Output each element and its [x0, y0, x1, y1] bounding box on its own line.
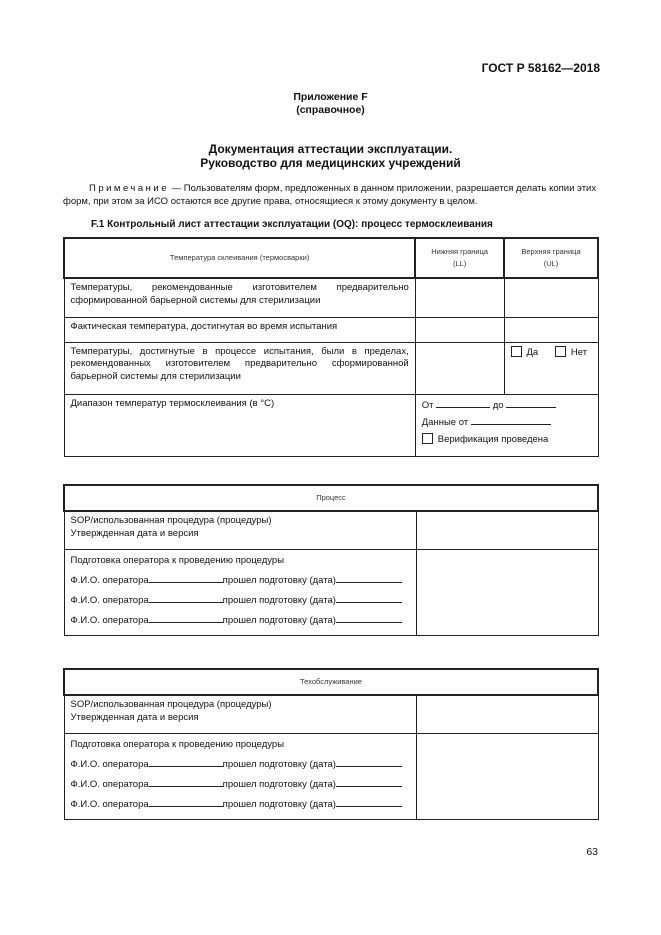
- training-label: Подготовка оператора к проведению процедуры: [70, 738, 285, 750]
- table-row: [64, 342, 598, 394]
- yes-no-cell: [504, 342, 598, 394]
- header-upper: [504, 238, 598, 278]
- document-title-line2: Руководство для медицинских учреждений: [200, 156, 461, 170]
- operator-field[interactable]: [149, 797, 223, 807]
- document-title: [0, 142, 661, 170]
- process-header: Процесс: [64, 485, 598, 511]
- row-actual: Фактическая температура, достигнутая во время испытания: [64, 317, 415, 342]
- maintenance-table: [63, 668, 599, 820]
- trained-date-field[interactable]: [336, 613, 402, 623]
- operator-field[interactable]: [149, 777, 223, 787]
- operator-field[interactable]: [149, 593, 223, 603]
- upper-input-cell[interactable]: [504, 317, 598, 342]
- note-label: Примечание: [89, 183, 169, 194]
- no-checkbox[interactable]: [555, 346, 566, 357]
- trained-label: прошел подготовку (дата): [222, 798, 336, 810]
- training-input-cell[interactable]: [417, 733, 598, 819]
- data-from-field[interactable]: [471, 415, 551, 425]
- header-upper-abbr: (UL): [543, 259, 559, 268]
- verification-checkbox[interactable]: [422, 433, 433, 444]
- appendix-label: Приложение F: [293, 91, 368, 103]
- yes-label: Да: [526, 346, 539, 358]
- maintenance-header: Техобслуживание: [64, 669, 598, 695]
- training-cell: [64, 733, 417, 819]
- operator-field[interactable]: [149, 573, 223, 583]
- header-lower: [415, 238, 504, 278]
- header-param: Температура склеивания (термосварки): [64, 238, 415, 278]
- operator-field[interactable]: [149, 757, 223, 767]
- process-table: [63, 484, 599, 636]
- oq-temperature-table: [63, 237, 599, 457]
- trained-label: прошел подготовку (дата): [222, 778, 336, 790]
- table-row: [64, 695, 598, 733]
- to-field[interactable]: [506, 398, 556, 408]
- row-within-limits: Температуры, достигнутые в процессе испытания, были в пределах, рекомендованных изготовителем предварительно сформированной барьерной системы для стерилизации: [64, 342, 415, 394]
- header-lower-abbr: (LL): [452, 259, 467, 268]
- operator-label: Ф.И.О. оператора: [70, 758, 149, 770]
- operator-label: Ф.И.О. оператора: [70, 778, 149, 790]
- data-from-label: Данные от: [421, 416, 469, 428]
- trained-label: прошел подготовку (дата): [222, 594, 336, 606]
- operator-label: Ф.И.О. оператора: [70, 614, 149, 626]
- page-number: 63: [586, 846, 598, 858]
- sop-cell: [64, 695, 417, 733]
- row-range: Диапазон температур термосклеивания (в °C): [64, 394, 415, 456]
- from-field[interactable]: [436, 398, 490, 408]
- lower-input-cell[interactable]: [415, 278, 504, 317]
- appendix-type: (справочное): [296, 104, 365, 116]
- table-row: [64, 394, 598, 456]
- standard-number: ГОСТ Р 58162—2018: [481, 61, 600, 75]
- trained-date-field[interactable]: [336, 757, 402, 767]
- trained-date-field[interactable]: [336, 797, 402, 807]
- table-row: [64, 511, 598, 549]
- operator-label: Ф.И.О. оператора: [70, 574, 149, 586]
- header-upper-label: Верхняя граница: [521, 246, 581, 256]
- trained-label: прошел подготовку (дата): [222, 574, 336, 586]
- table-row: [64, 278, 598, 317]
- trained-label: прошел подготовку (дата): [222, 758, 336, 770]
- appendix-heading: [0, 91, 661, 117]
- operator-label: Ф.И.О. оператора: [70, 594, 149, 606]
- table-row: [64, 549, 598, 635]
- table-row: [64, 733, 598, 819]
- from-label: От: [421, 399, 434, 411]
- sop-line1: SOP/использованная процедура (процедуры): [70, 699, 272, 710]
- sop-line2: Утвержденная дата и версия: [70, 711, 199, 723]
- lower-input-cell[interactable]: [415, 317, 504, 342]
- sop-line1: SOP/использованная процедура (процедуры): [70, 515, 272, 526]
- sop-line2: Утвержденная дата и версия: [70, 527, 199, 539]
- empty-cell: [415, 342, 504, 394]
- training-cell: [64, 549, 417, 635]
- range-cell: [415, 394, 598, 456]
- trained-date-field[interactable]: [336, 593, 402, 603]
- header-lower-label: Нижняя граница: [431, 246, 489, 256]
- verification-label: Верификация проведена: [437, 433, 549, 445]
- to-label: до: [492, 399, 504, 411]
- training-input-cell[interactable]: [417, 549, 598, 635]
- note-text: — Пользователям форм, предложенных в данном приложении, разрешается делать копии этих форм, при этом за ИСО остаются все другие права, относящиеся к этому документу в целом.: [63, 183, 597, 207]
- row-recommended: Температуры, рекомендованные изготовителем предварительно сформированной барьерной системы для стерилизации: [64, 278, 415, 317]
- table-row: [64, 317, 598, 342]
- operator-field[interactable]: [149, 613, 223, 623]
- sop-cell: [64, 511, 417, 549]
- document-title-line1: Документация аттестации эксплуатации.: [208, 142, 453, 156]
- operator-label: Ф.И.О. оператора: [70, 798, 149, 810]
- upper-input-cell[interactable]: [504, 278, 598, 317]
- trained-date-field[interactable]: [336, 777, 402, 787]
- no-label: Нет: [570, 346, 588, 358]
- sop-input-cell[interactable]: [417, 695, 598, 733]
- sop-input-cell[interactable]: [417, 511, 598, 549]
- section-title: F.1 Контрольный лист аттестации эксплуатации (OQ): процесс термосклеивания: [91, 219, 493, 230]
- trained-date-field[interactable]: [336, 573, 402, 583]
- training-label: Подготовка оператора к проведению процедуры: [70, 554, 285, 566]
- note: [63, 182, 599, 208]
- yes-checkbox[interactable]: [511, 346, 522, 357]
- trained-label: прошел подготовку (дата): [222, 614, 336, 626]
